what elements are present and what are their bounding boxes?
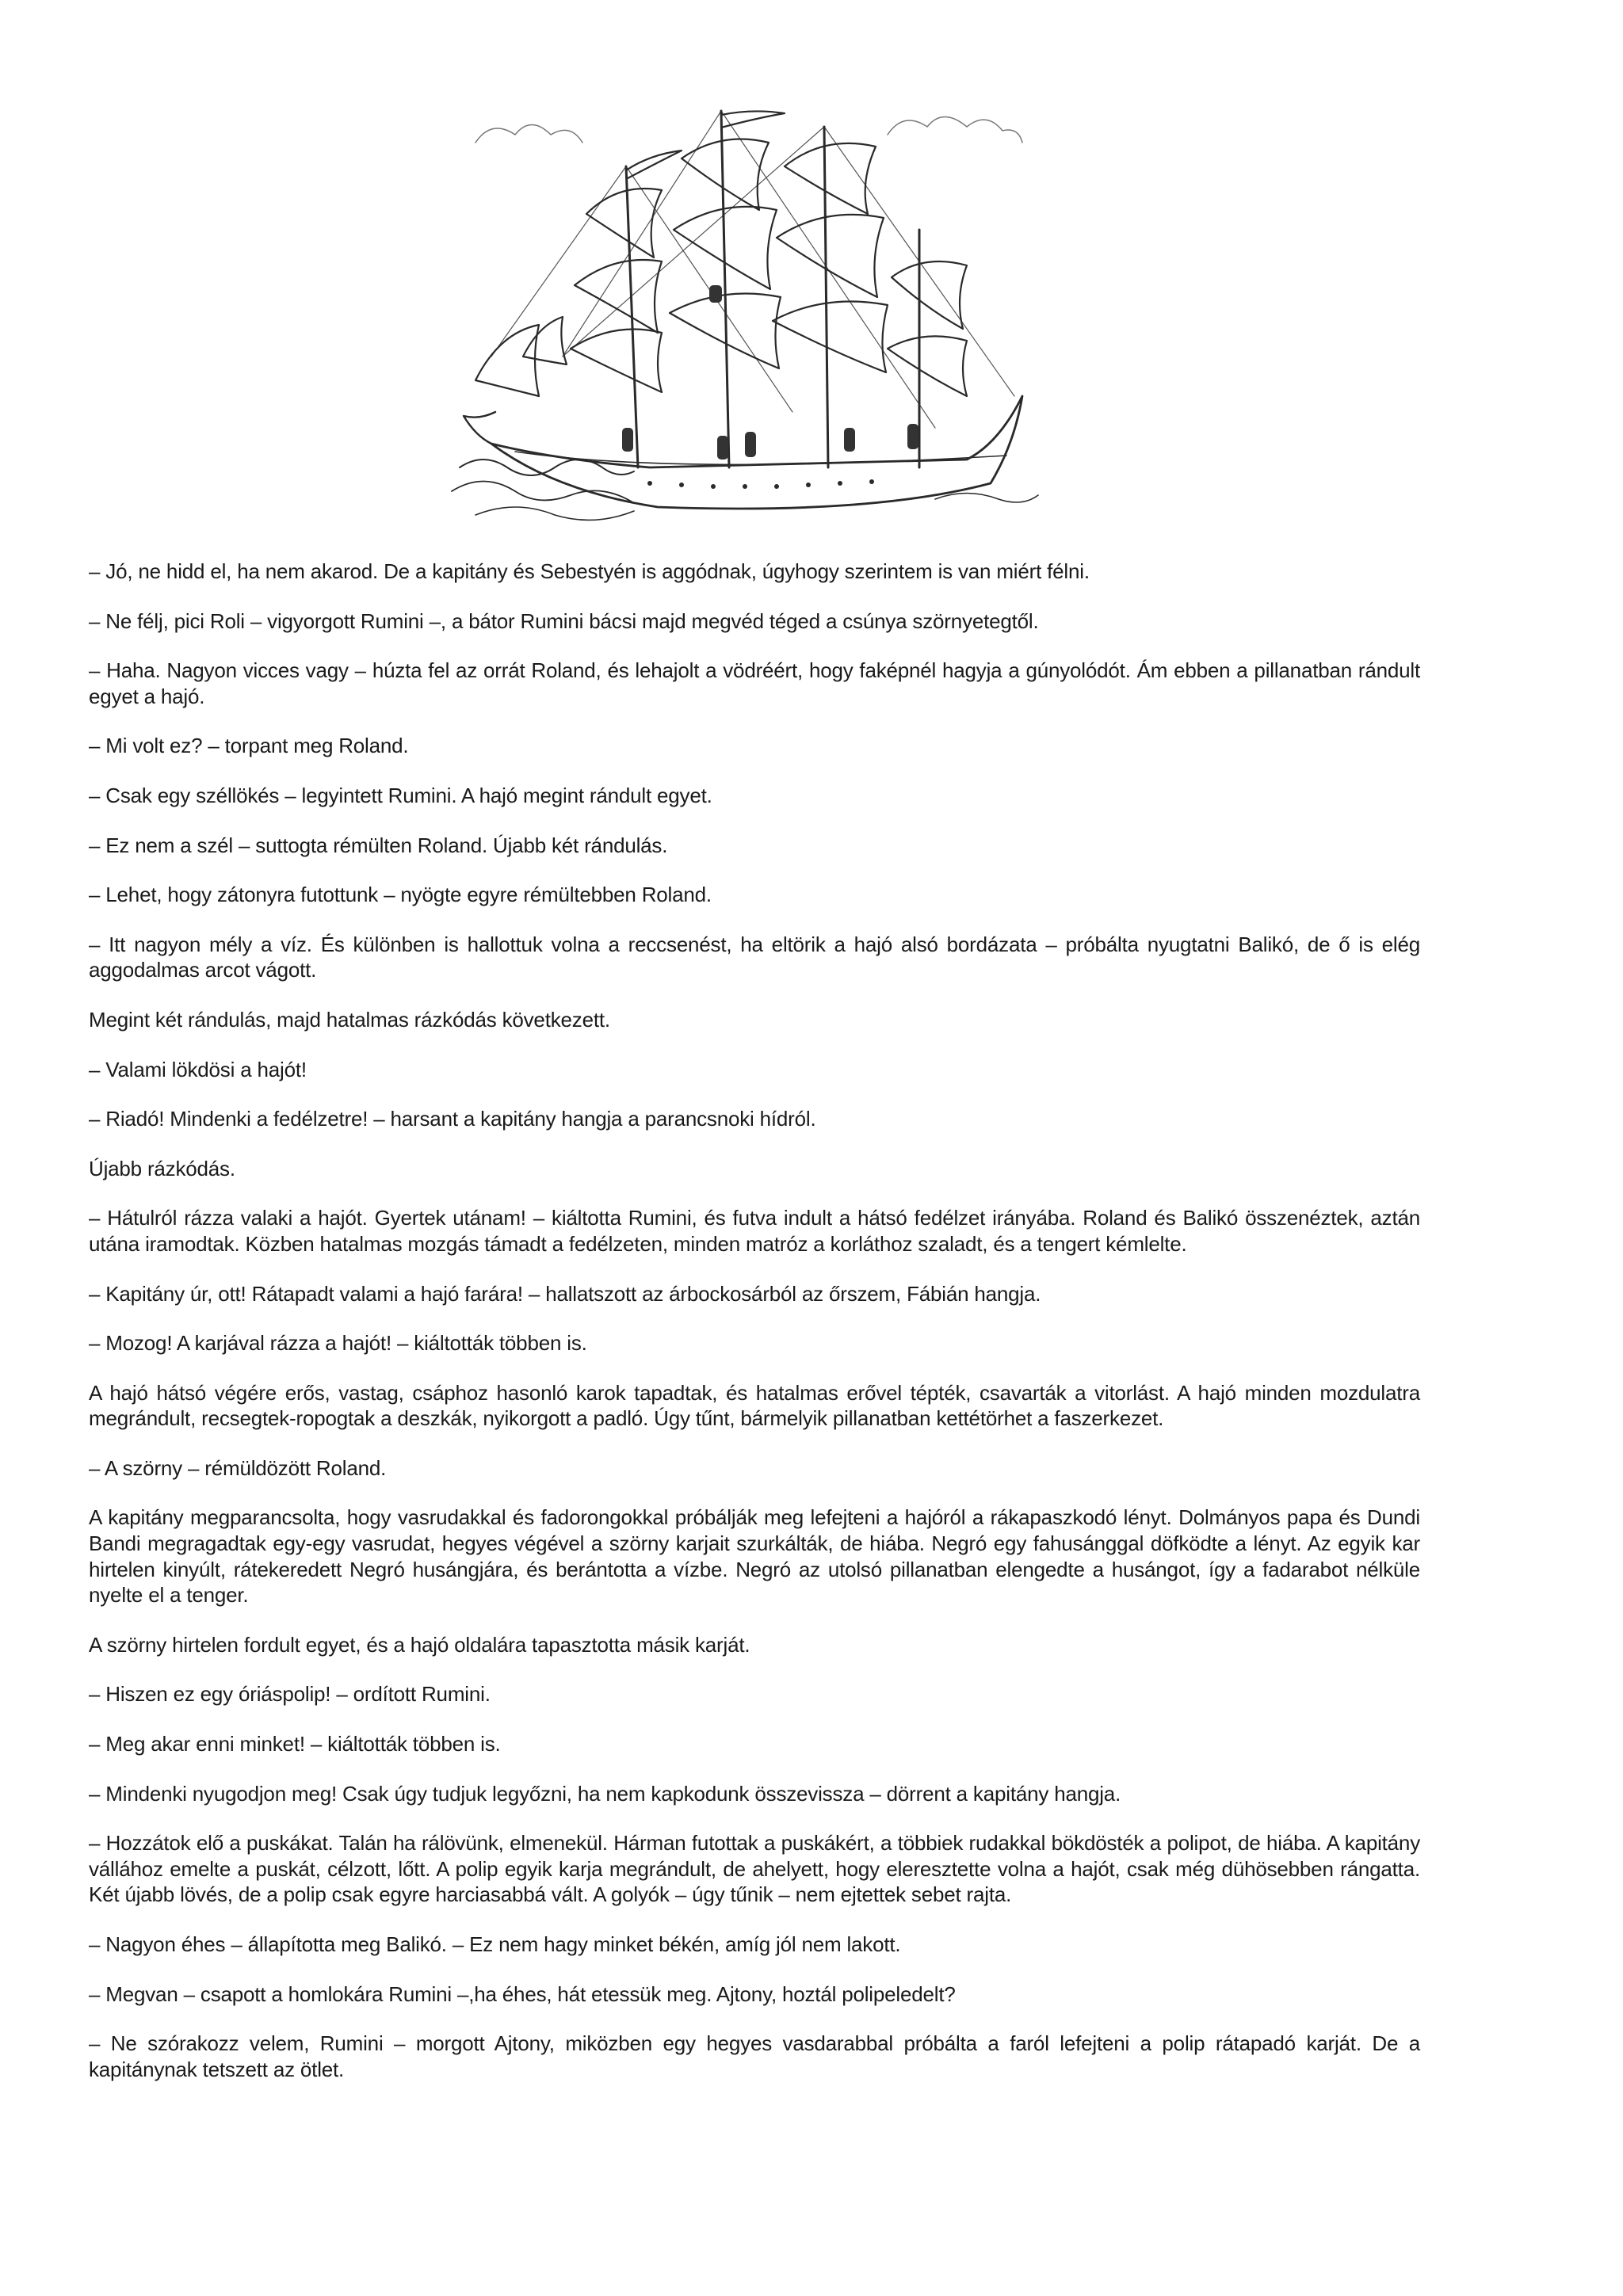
paragraph: – Hiszen ez egy óriáspolip! – ordított Rumini. <box>89 1682 491 1707</box>
paragraph: – Nagyon éhes – állapította meg Balikó. – Ez nem hagy minket békén, amíg jól nem lakott. <box>89 1932 901 1956</box>
paragraph: – Hozzátok elő a puskákat. Talán ha rálövünk, elmenekül. Hárman futottak a puskákért, a többiek rudakkal bökdösték a polipot, de hiába. A kapitány vállához emelte a puskát, célzott, lőtt. A polip egyik karja megrándult, de ahelyett, hogy eleresztette volna a hajót, csak még dühösebben rángatta. Két újabb lövés, de a polip csak egyre harciasabbá vált. A golyók – úgy tűnik – nem ejtettek sebet rajta. <box>89 1831 1420 1907</box>
paragraph: A szörny hirtelen fordult egyet, és a hajó oldalára tapasztotta másik karját. <box>89 1632 750 1657</box>
paragraph: A kapitány megparancsolta, hogy vasrudakkal és fadorongokkal próbálják meg lefejteni a hajóról a rákapaszkodó lényt. Dolmányos papa és Dundi Bandi megragadtak egy-egy vasrudat, hegyes végével a szörny karjait szurkálták, de hiába. Negró egy fahusánggal döfködte a lényt. Az egyik kar hirtelen kinyúlt, rátekeredett Negró husángjára, és berántotta a vízbe. Negró az utolsó pillanatban elengedte a husángot, így a fadarabot nélküle nyelte el a tenger. <box>89 1505 1420 1608</box>
paragraph: – Ez nem a szél – suttogta rémülten Roland. Újabb két rándulás. <box>89 833 668 857</box>
paragraph: Újabb rázkódás. <box>89 1156 235 1180</box>
paragraph: – Valami lökdösi a hajót! <box>89 1057 307 1081</box>
paragraph: – Csak egy széllökés – legyintett Rumini. A hajó megint rándult egyet. <box>89 783 712 807</box>
paragraph: – Riadó! Mindenki a fedélzetre! – harsant a kapitány hangja a parancsnoki hídról. <box>89 1107 816 1131</box>
paragraph: A hajó hátsó végére erős, vastag, csáphoz hasonló karok tapadtak, és hatalmas erővel tépték, csavarták a vitorlást. A hajó minden mozdulatra megrándult, recsegtek-ropogtak a deszkák, nyikorgott a padló. Úgy tűnt, bármelyik pillanatban kettétörhet a faszerkezet. <box>89 1380 1420 1431</box>
paragraph: – Hátulról rázza valaki a hajót. Gyertek utánam! – kiáltotta Rumini, és futva indult a hátsó fedélzet irányába. Roland és Balikó összenéztek, aztán utána iramodtak. Közben hatalmas mozgás támadt a fedélzeten, minden matróz a korláthoz szaladt, és a tengert kémlelte. <box>89 1206 1420 1256</box>
paragraph: Megint két rándulás, majd hatalmas rázkódás következett. <box>89 1007 610 1032</box>
paragraph: – Kapitány úr, ott! Rátapadt valami a hajó farára! – hallatszott az árbockosárból az őrszem, Fábián hangja. <box>89 1281 1041 1306</box>
paragraph: – Lehet, hogy zátonyra futottunk – nyögte egyre rémültebben Roland. <box>89 883 712 907</box>
paragraph: – Ne szórakozz velem, Rumini – morgott Ajtony, miközben egy hegyes vasdarabbal próbálta a faról lefejteni a polip rátapadó karját. De a kapitánynak tetszett az ötlet. <box>89 2031 1420 2081</box>
paragraph: – Itt nagyon mély a víz. És különben is hallottuk volna a reccsenést, ha eltörik a hajó alsó bordázata – próbálta nyugtatni Balikó, de ő is elég aggodalmas arcot vágott. <box>89 932 1420 982</box>
paragraph: – Mindenki nyugodjon meg! Csak úgy tudjuk legyőzni, ha nem kapkodunk összevissza – dörrent a kapitány hangja. <box>89 1781 1121 1806</box>
paragraph: – A szörny – rémüldözött Roland. <box>89 1455 387 1480</box>
paragraph: – Haha. Nagyon vicces vagy – húzta fel az orrát Roland, és lehajolt a vödréért, hogy faképnél hagyja a gúnyolódót. Ám ebben a pillanatban rándult egyet a hajó. <box>89 658 1420 708</box>
paragraph: – Jó, ne hidd el, ha nem akarod. De a kapitány és Sebestyén is aggódnak, úgyhogy szerintem is van miért félni. <box>89 559 1090 583</box>
paragraph: – Mozog! A karjával rázza a hajót! – kiáltották többen is. <box>89 1331 587 1356</box>
sailing-ship-drawing-icon <box>444 95 1046 531</box>
paragraph: – Ne félj, pici Roli – vigyorgott Rumini –, a bátor Rumini bácsi majd megvéd téged a csúnya szörnyetegtől. <box>89 608 1039 633</box>
paragraph: – Megvan – csapott a homlokára Rumini –,ha éhes, hát etessük meg. Ajtony, hoztál polipeledelt? <box>89 1981 956 2006</box>
paragraph: – Mi volt ez? – torpant meg Roland. <box>89 734 409 758</box>
paragraph: – Meg akar enni minket! – kiáltották többen is. <box>89 1732 501 1756</box>
story-text <box>89 559 1420 2106</box>
